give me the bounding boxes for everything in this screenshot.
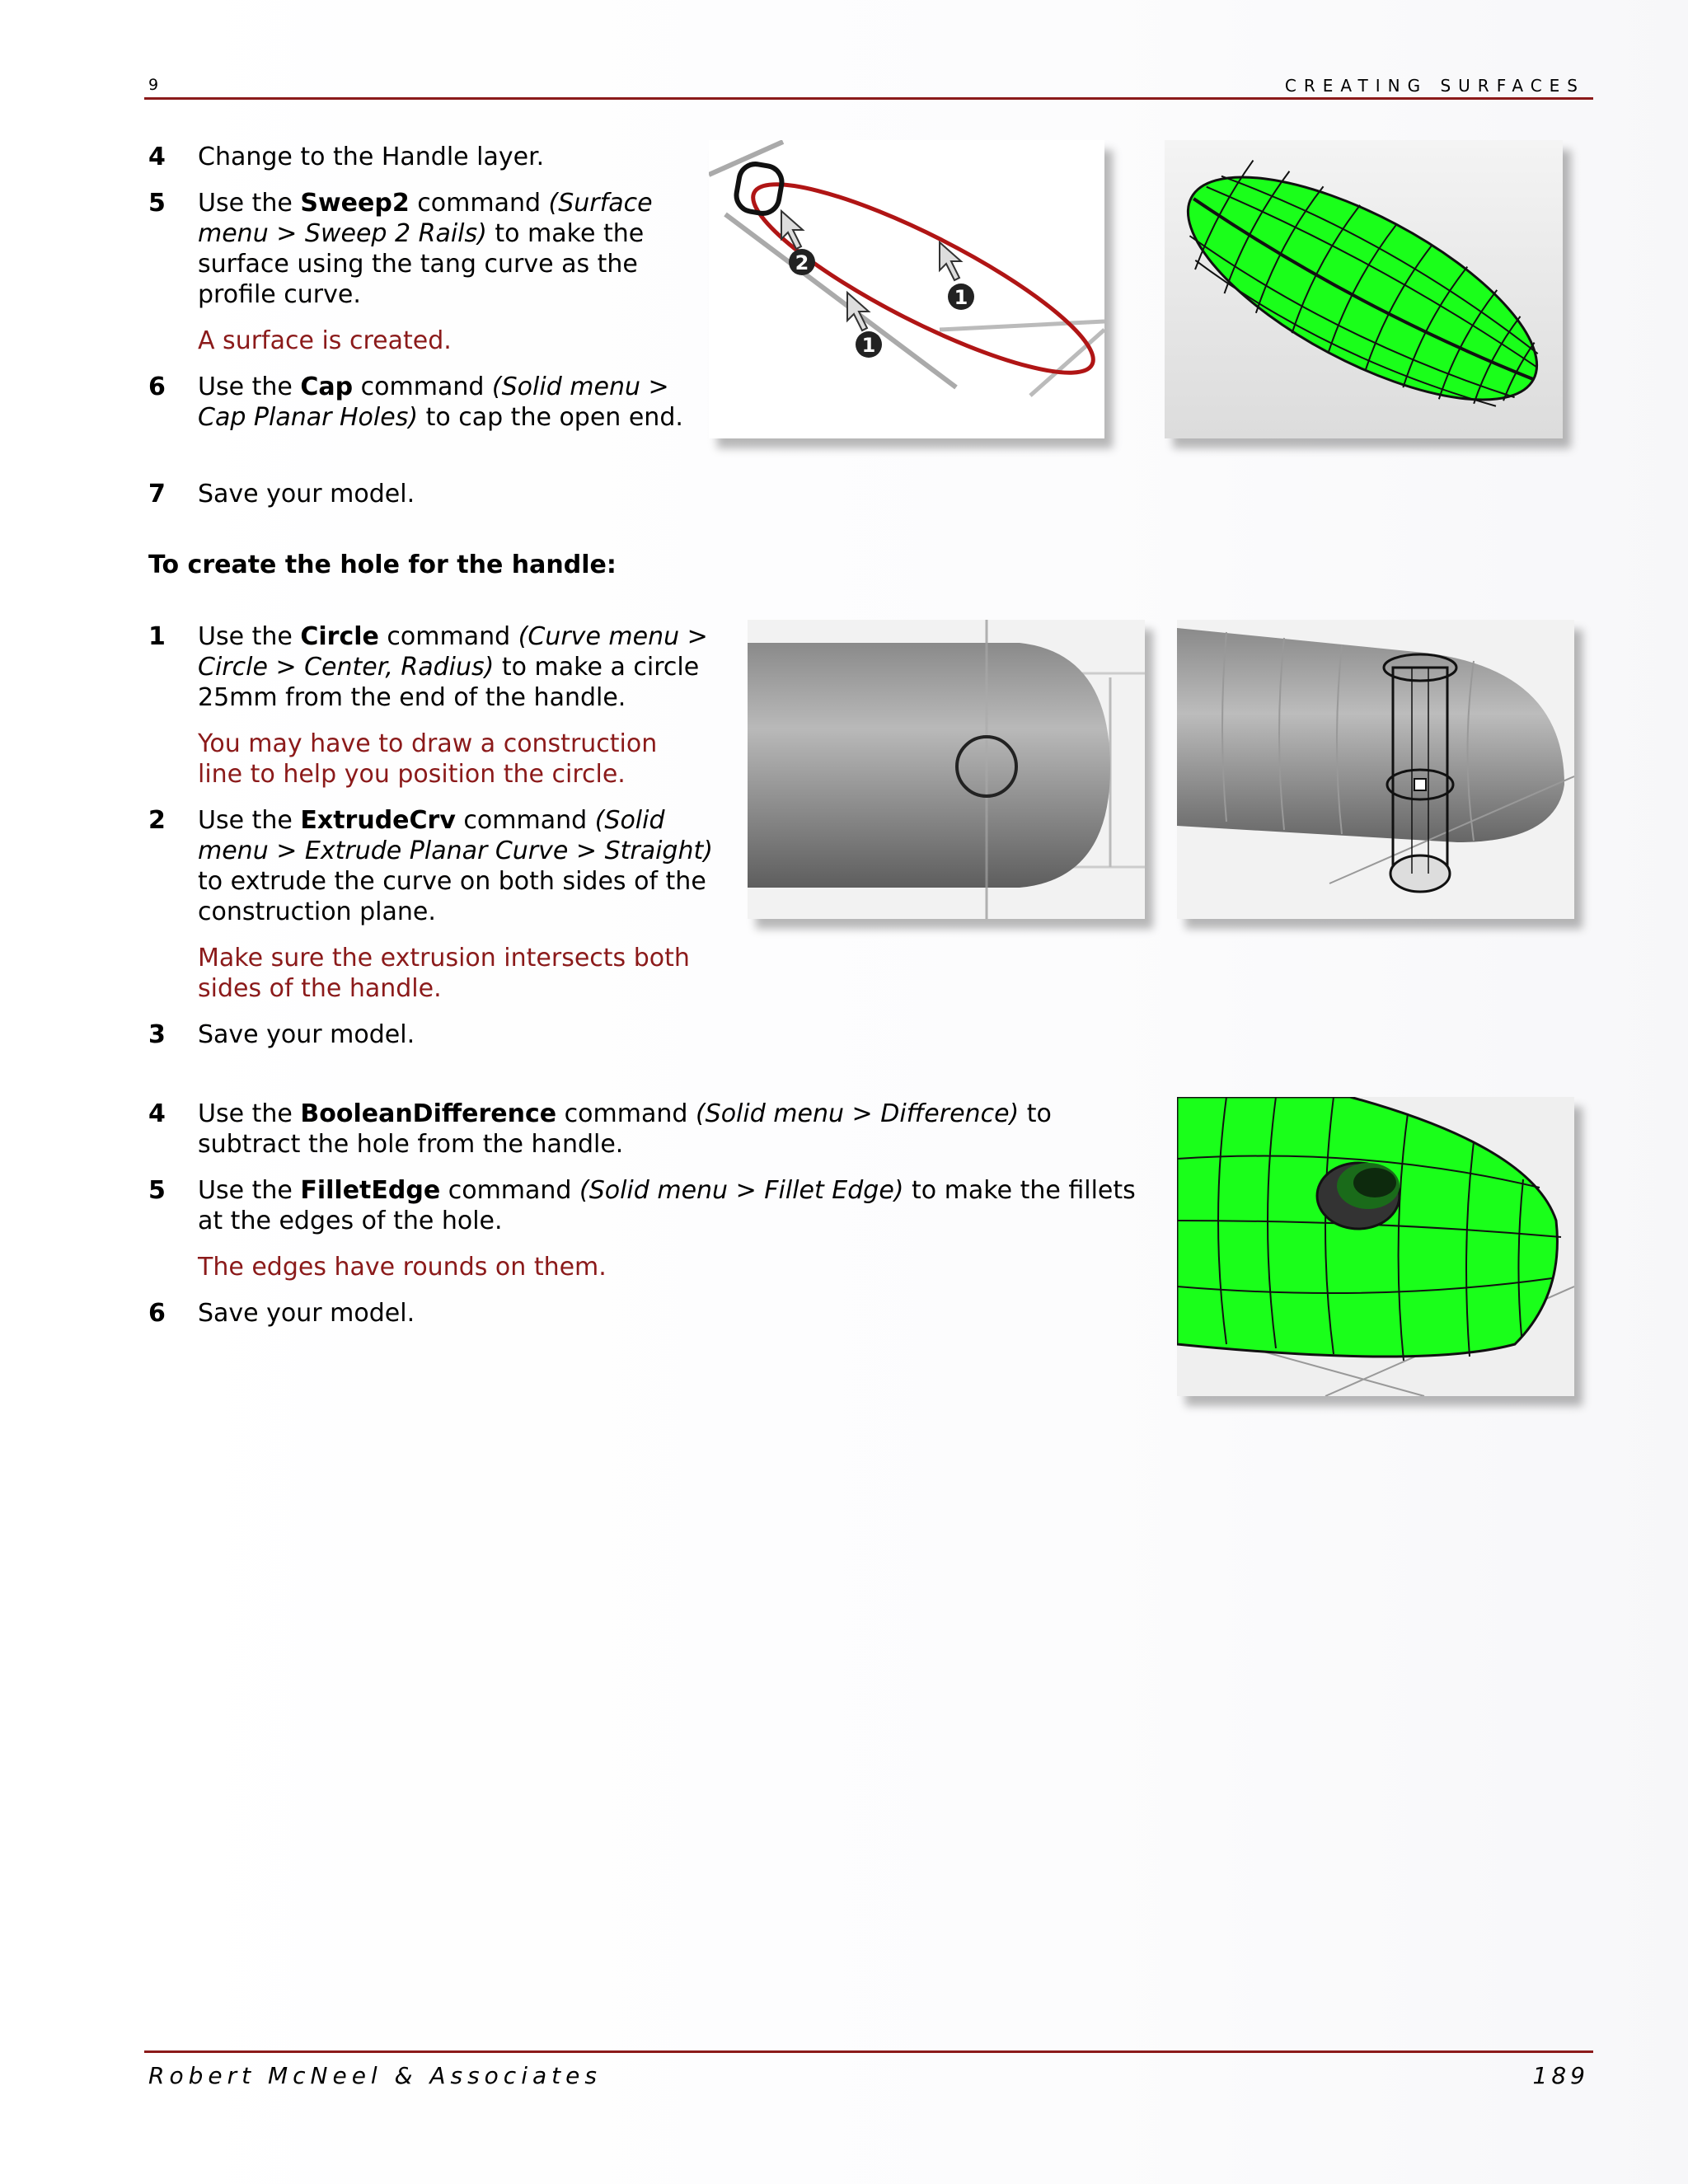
- command-name: BooleanDifference: [300, 1099, 557, 1128]
- step-text: Use the FilletEdge command (Solid menu > Fillet Edge) to make the fillets at the edges of the hole.: [198, 1176, 1136, 1235]
- page-number: 189: [1532, 2062, 1589, 2089]
- step-text: Use the BooleanDifference command (Solid menu > Difference) to subtract the hole from the handle.: [198, 1099, 1052, 1159]
- step-number: 6: [148, 373, 166, 401]
- menu-path: (Solid menu > Extrude Planar Curve > Straight): [198, 806, 713, 865]
- result-note: The edges have rounds on them.: [198, 1253, 607, 1282]
- chapter-number: 9: [148, 76, 161, 94]
- step-number: 3: [148, 1020, 166, 1049]
- step-number: 1: [148, 622, 166, 651]
- step-number: 5: [148, 1176, 166, 1205]
- marker-2-label: 2: [795, 251, 809, 274]
- step-number: 6: [148, 1299, 166, 1328]
- extrusion-figure: [1177, 620, 1574, 919]
- hint-note: You may have to draw a construction line to help you position the circle.: [198, 729, 658, 789]
- step-number: 4: [148, 1099, 166, 1128]
- section-heading: To create the hole for the handle:: [148, 551, 617, 579]
- command-name: FilletEdge: [300, 1176, 441, 1205]
- step-text: Use the Sweep2 command (Surface menu > Sweep 2 Rails) to make the surface using the tang curve as the profile curve.: [198, 189, 653, 309]
- step-number: 2: [148, 806, 166, 835]
- chapter-title: CREATING SURFACES: [1284, 76, 1585, 96]
- result-note: A surface is created.: [198, 326, 452, 355]
- step-text: Use the Circle command (Curve menu > Circle > Center, Radius) to make a circle 25mm from the end of the handle.: [198, 622, 708, 712]
- marker-1-label: 1: [954, 286, 968, 309]
- step-number: 4: [148, 143, 166, 171]
- capped-handle-figure: [1165, 140, 1563, 438]
- step-text: Save your model.: [198, 480, 415, 509]
- step-text: Change to the Handle layer.: [198, 143, 545, 171]
- step-text: Use the Cap command (Solid menu > Cap Planar Holes) to cap the open end.: [198, 373, 683, 432]
- command-name: Circle: [300, 622, 379, 651]
- command-name: Sweep2: [300, 189, 410, 218]
- menu-path: (Solid menu > Difference): [695, 1099, 1020, 1128]
- header-rule: [144, 97, 1593, 100]
- command-name: ExtrudeCrv: [300, 806, 456, 835]
- step-text: Save your model.: [198, 1299, 415, 1328]
- publisher-name: Robert McNeel & Associates: [148, 2062, 602, 2089]
- menu-path: (Curve menu > Circle > Center, Radius): [198, 622, 708, 682]
- marker-1-label: 1: [861, 334, 876, 357]
- step-number: 7: [148, 480, 166, 509]
- hint-note: Make sure the extrusion intersects both sides of the handle.: [198, 944, 690, 1003]
- filleted-hole-figure: [1177, 1097, 1574, 1396]
- command-name: Cap: [300, 373, 354, 401]
- footer-rule: [144, 2050, 1593, 2053]
- step-text: Save your model.: [198, 1020, 415, 1049]
- step-number: 5: [148, 189, 166, 218]
- step-text: Use the ExtrudeCrv command (Solid menu > Extrude Planar Curve > Straight) to extrude the curve on both sides of the construction plane.: [198, 806, 713, 926]
- sweep-rails-figure: [709, 140, 1104, 438]
- menu-path: (Solid menu > Fillet Edge): [579, 1176, 904, 1205]
- menu-path: (Solid menu > Cap Planar Holes): [198, 373, 669, 432]
- circle-on-handle-figure: [748, 620, 1145, 919]
- menu-path: (Surface menu > Sweep 2 Rails): [198, 189, 653, 248]
